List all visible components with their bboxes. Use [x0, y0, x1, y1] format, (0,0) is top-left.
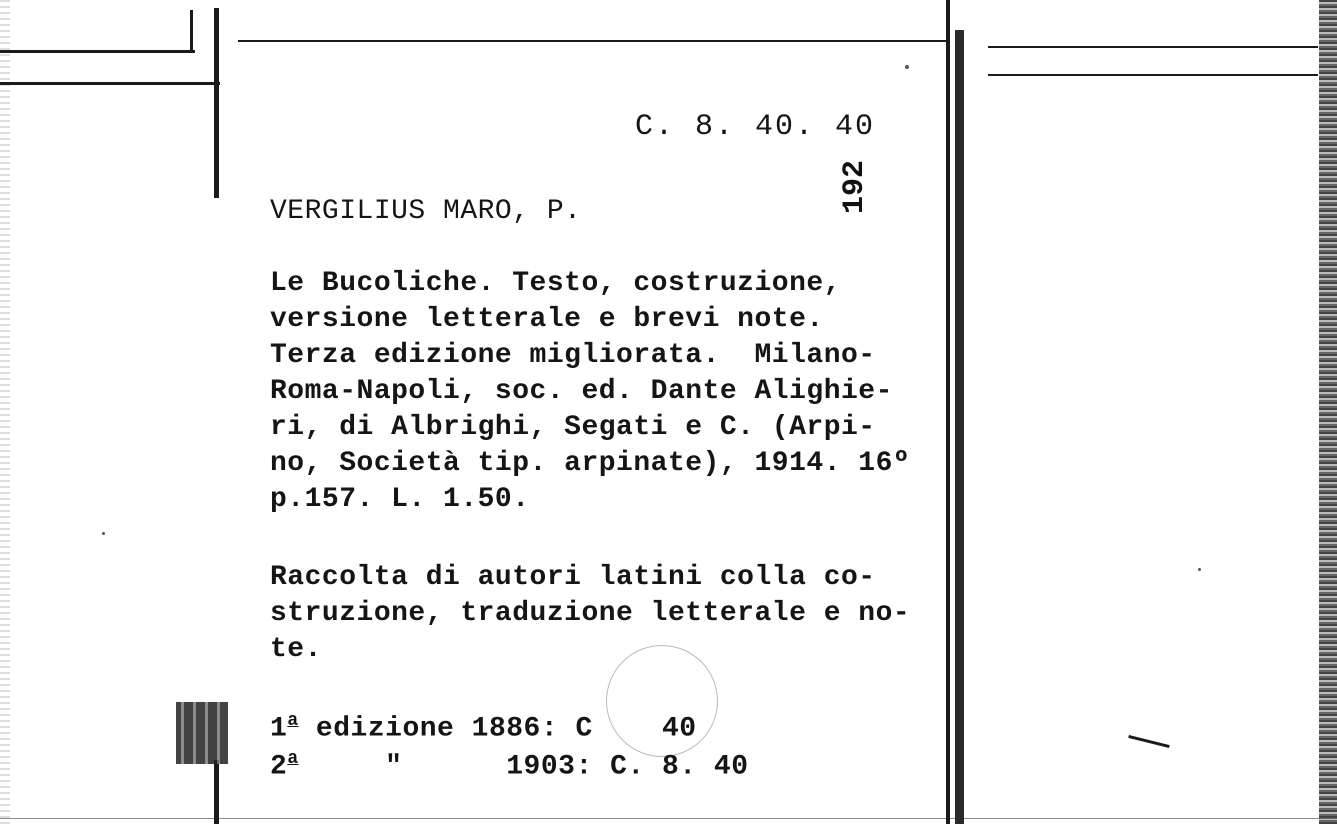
edition-line: [270, 744, 749, 782]
speck: [102, 532, 105, 535]
edition-line: [270, 706, 697, 744]
speck: [905, 65, 909, 69]
description-line: Roma-Napoli, soc. ed. Dante Alighie-: [270, 376, 893, 407]
author-heading: VERGILIUS MARO, P.: [270, 196, 582, 227]
right-scan-edge: [1319, 0, 1337, 824]
left-vertical-rule: [214, 8, 219, 198]
left-scan-edge: [0, 0, 10, 824]
bottom-rule: [0, 818, 1337, 819]
description-line: Le Bucoliche. Testo, costruzione,: [270, 268, 841, 299]
top-rule-right: [988, 46, 1318, 48]
left-tick: [190, 10, 193, 50]
description-line: ri, di Albrighi, Segati e C. (Arpi-: [270, 412, 876, 443]
edition-ordinal-suffix: a: [287, 749, 299, 769]
edition-ordinal: 2: [270, 751, 288, 783]
shelfmark: C. 8. 40. 40: [635, 110, 876, 144]
edition-ordinal: 1: [270, 713, 288, 745]
top-rule-left: [0, 50, 195, 53]
series-line: Raccolta di autori latini colla co-: [270, 562, 876, 593]
top-rule-center: [238, 40, 946, 42]
description-line: Terza edizione migliorata. Milano-: [270, 340, 876, 371]
series-line: te.: [270, 634, 322, 665]
card-right-edge-shadow: [955, 30, 964, 824]
description-line: versione letterale e brevi note.: [270, 304, 824, 335]
side-number: 192: [838, 159, 872, 214]
description-line: no, Società tip. arpinate), 1914. 16º: [270, 448, 911, 479]
top-rule-right-lower: [988, 74, 1318, 76]
speck: [1198, 568, 1201, 571]
card-right-edge: [946, 0, 950, 824]
edition-text: edizione 1886: C 40: [298, 713, 697, 745]
pen-stroke: [1128, 735, 1169, 748]
description-line: p.157. L. 1.50.: [270, 484, 530, 515]
series-line: struzione, traduzione letterale e no-: [270, 598, 911, 629]
edition-ordinal-suffix: a: [287, 711, 299, 731]
left-vertical-rule-bottom: [214, 760, 219, 824]
top-rule-left-lower: [0, 82, 220, 85]
library-stamp: [176, 702, 228, 764]
edition-text: " 1903: C. 8. 40: [298, 751, 749, 783]
